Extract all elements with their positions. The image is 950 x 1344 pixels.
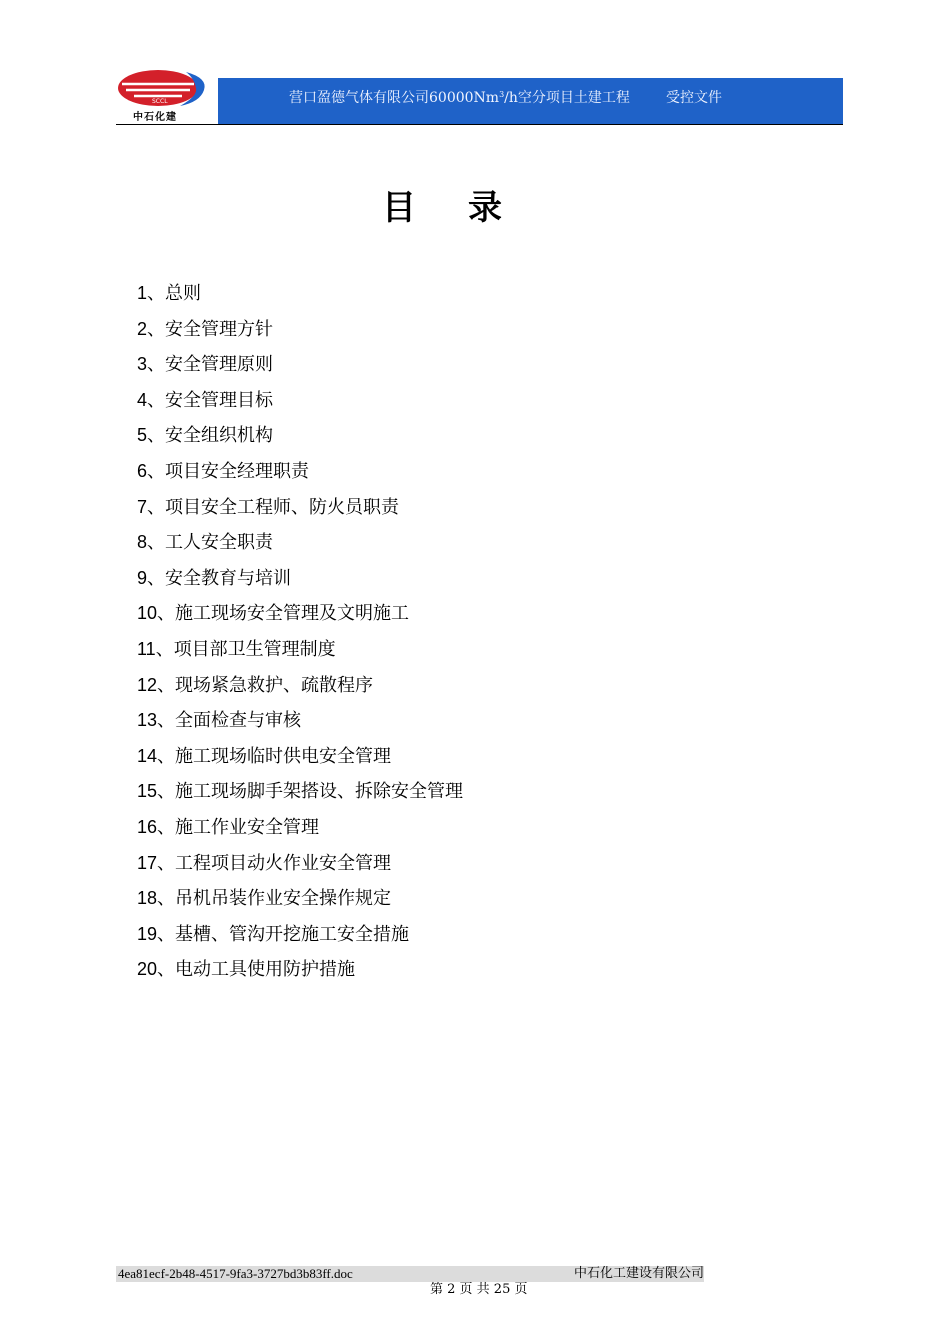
toc-item-separator: 、 bbox=[155, 638, 174, 660]
toc-item-separator: 、 bbox=[157, 923, 176, 945]
toc-item-separator: 、 bbox=[157, 674, 176, 696]
toc-item bbox=[137, 454, 463, 490]
toc-item-separator: 、 bbox=[157, 745, 176, 767]
toc-item-text: 基槽、管沟开挖施工安全措施 bbox=[175, 923, 410, 945]
toc-item-text: 项目安全工程师、防火员职责 bbox=[165, 496, 400, 518]
toc-item-number: 3 bbox=[137, 354, 148, 375]
toc-item-text: 现场紧急救护、疏散程序 bbox=[175, 674, 374, 696]
title-char: 目 bbox=[382, 188, 416, 228]
toc-item-number: 8 bbox=[137, 532, 148, 553]
toc-item-separator: 、 bbox=[147, 460, 166, 482]
logo-emblem-icon bbox=[116, 68, 210, 108]
toc-item bbox=[137, 525, 463, 561]
title-char: 录 bbox=[468, 188, 502, 228]
toc-item-separator: 、 bbox=[147, 318, 166, 340]
toc-item-separator: 、 bbox=[147, 425, 166, 447]
toc-item-separator: 、 bbox=[147, 389, 166, 411]
page-number: 第 2 页 共 25 页 bbox=[430, 1282, 528, 1297]
toc-item-text: 全面检查与审核 bbox=[175, 710, 302, 732]
toc-item-number: 11 bbox=[137, 638, 156, 659]
logo-small-text: SCCL bbox=[152, 98, 168, 105]
toc-item-separator: 、 bbox=[157, 888, 176, 910]
toc-item bbox=[137, 881, 463, 917]
toc-item-separator: 、 bbox=[147, 354, 166, 376]
toc-item bbox=[137, 952, 463, 988]
toc-item bbox=[137, 490, 463, 526]
toc-item-text: 安全组织机构 bbox=[165, 425, 274, 447]
toc-item bbox=[137, 632, 463, 668]
toc-item-separator: 、 bbox=[147, 496, 166, 518]
toc-item-number: 14 bbox=[137, 745, 158, 766]
toc-item-separator: 、 bbox=[157, 852, 176, 874]
table-of-contents bbox=[137, 276, 463, 988]
toc-item-text: 施工现场安全管理及文明施工 bbox=[175, 603, 410, 625]
toc-item-number: 17 bbox=[137, 852, 158, 873]
toc-item-separator: 、 bbox=[157, 710, 176, 732]
header-divider bbox=[116, 124, 843, 125]
toc-item-number: 10 bbox=[137, 603, 158, 624]
toc-item-number: 1 bbox=[137, 283, 148, 303]
toc-item bbox=[137, 917, 463, 953]
toc-item-text: 施工作业安全管理 bbox=[175, 816, 320, 838]
toc-item-number: 9 bbox=[137, 567, 148, 588]
toc-item-separator: 、 bbox=[157, 816, 176, 838]
toc-item-separator: 、 bbox=[157, 781, 176, 803]
footer-company: 中石化工建设有限公司 bbox=[573, 1266, 704, 1281]
toc-item-number: 18 bbox=[137, 888, 158, 909]
toc-item bbox=[137, 276, 463, 312]
toc-item-separator: 、 bbox=[147, 567, 166, 589]
toc-item-text: 工人安全职责 bbox=[165, 532, 274, 554]
toc-item-text: 安全教育与培训 bbox=[165, 567, 292, 589]
toc-item-separator: 、 bbox=[157, 603, 176, 625]
toc-item bbox=[137, 739, 463, 775]
toc-item-text: 施工现场脚手架搭设、拆除安全管理 bbox=[175, 781, 464, 803]
toc-item-number: 15 bbox=[137, 781, 158, 802]
toc-item-number: 4 bbox=[137, 389, 148, 410]
toc-item bbox=[137, 810, 463, 846]
header-bar bbox=[218, 78, 843, 124]
toc-item bbox=[137, 596, 463, 632]
toc-item bbox=[137, 703, 463, 739]
toc-item-text: 安全管理方针 bbox=[165, 318, 274, 340]
toc-item-text: 总则 bbox=[165, 283, 202, 304]
toc-item-text: 安全管理原则 bbox=[165, 354, 274, 376]
toc-item-number: 2 bbox=[137, 318, 148, 339]
toc-item-number: 5 bbox=[137, 425, 148, 446]
toc-item-separator: 、 bbox=[157, 959, 176, 981]
toc-item-number: 13 bbox=[137, 710, 158, 731]
toc-item bbox=[137, 347, 463, 383]
toc-item bbox=[137, 418, 463, 454]
toc-item-separator: 、 bbox=[147, 283, 166, 304]
toc-item-text: 项目安全经理职责 bbox=[165, 460, 310, 482]
toc-item bbox=[137, 774, 463, 810]
toc-item-number: 19 bbox=[137, 923, 158, 944]
toc-item-separator: 、 bbox=[147, 532, 166, 554]
toc-item-text: 施工现场临时供电安全管理 bbox=[175, 745, 392, 767]
toc-item-text: 工程项目动火作业安全管理 bbox=[175, 852, 392, 874]
toc-item bbox=[137, 561, 463, 597]
toc-item bbox=[137, 668, 463, 704]
toc-item-text: 项目部卫生管理制度 bbox=[173, 638, 336, 660]
page-footer bbox=[116, 1266, 704, 1282]
toc-item-number: 12 bbox=[137, 674, 158, 695]
toc-item bbox=[137, 383, 463, 419]
toc-item-number: 20 bbox=[137, 959, 158, 980]
footer-filename: 4ea81ecf-2b48-4517-9fa3-3727bd3b83ff.doc bbox=[118, 1266, 353, 1281]
company-logo bbox=[116, 68, 210, 126]
controlled-document-label: 受控文件 bbox=[666, 90, 722, 106]
project-title: 营口盈德气体有限公司60000Nm$^3$/h空分项目土建工程 bbox=[289, 90, 630, 106]
page-title bbox=[382, 180, 502, 229]
logo-caption: 中石化建 bbox=[133, 112, 177, 123]
toc-item-number: 16 bbox=[137, 816, 158, 837]
toc-item-number: 6 bbox=[137, 460, 148, 481]
toc-item bbox=[137, 312, 463, 348]
toc-item-text: 吊机吊装作业安全操作规定 bbox=[175, 888, 392, 910]
toc-item-text: 电动工具使用防护措施 bbox=[175, 959, 356, 981]
toc-item-text: 安全管理目标 bbox=[165, 389, 274, 411]
toc-item-number: 7 bbox=[137, 496, 148, 517]
toc-item bbox=[137, 846, 463, 882]
page-header bbox=[116, 68, 843, 126]
